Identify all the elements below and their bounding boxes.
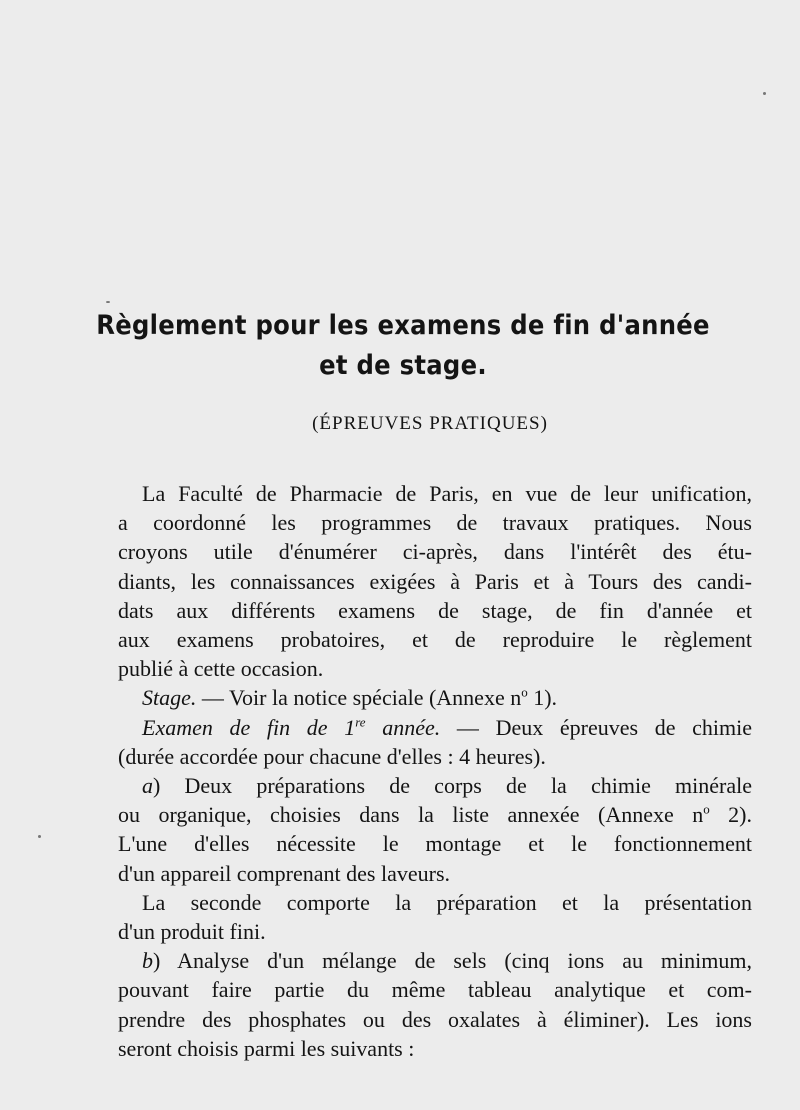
examen-label-sup: re	[355, 714, 366, 730]
a-marker: a	[142, 773, 153, 799]
a-line-1	[118, 771, 752, 800]
b-line-4: seront choisis parmi les suivants :	[118, 1035, 415, 1061]
b-line-2: pouvant faire partie du même tableau analytique et com-	[118, 977, 752, 1003]
a-line-2-text: ou organique, choisies dans la liste annexée (Annexe n	[118, 802, 704, 828]
seconde-line-1: La seconde comporte la préparation et la présentation	[142, 889, 752, 915]
stage-paragraph	[118, 683, 752, 712]
intro-line-2: a coordonné les programmes de travaux pratiques. Nous	[118, 510, 752, 536]
print-speck	[38, 835, 41, 838]
page-subtitle	[0, 413, 800, 435]
seconde-line-2: d'un produit fini.	[118, 919, 266, 945]
examen-label-a: Examen de fin de 1	[142, 714, 356, 740]
b-text: ) Analyse d'un mélange de sels (cinq ions au minimum,	[153, 948, 752, 974]
page-title-line-2: et de stage.	[319, 350, 487, 381]
a-line-3: L'une d'elles nécessite le montage et le fonctionnement	[118, 831, 752, 857]
intro-line-3: croyons utile d'énumérer ci-après, dans l'intérêt des étu-	[118, 539, 752, 565]
a-line-4: d'un appareil comprenant des laveurs.	[118, 860, 451, 886]
stage-sup: o	[521, 685, 528, 701]
intro-line-5: dats aux différents examens de stage, de fin d'année et	[118, 597, 752, 623]
stage-text-end: 1).	[527, 685, 558, 711]
b-marker: b	[142, 948, 153, 974]
stage-label: Stage.	[142, 685, 197, 711]
examen-label-b: année.	[365, 714, 441, 740]
intro-line-1: La Faculté de Pharmacie de Paris, en vue de leur unification,	[142, 481, 752, 506]
a-line-2	[118, 800, 752, 829]
examen-line-1	[118, 713, 752, 742]
b-line-3: prendre des phosphates ou des oxalates à éliminer). Les ions	[118, 1006, 752, 1032]
stage-text: — Voir la notice spéciale (Annexe n	[196, 685, 522, 711]
a-line-2-sup: o	[703, 801, 710, 817]
body-text	[118, 479, 752, 1063]
print-speck	[106, 301, 110, 303]
a-text: ) Deux préparations de corps de la chimie minérale	[153, 773, 752, 799]
intro-line-4: diants, les connaissances exigées à Paris et à Tours des candi-	[118, 568, 752, 594]
print-speck	[763, 92, 766, 95]
a-line-2-end: 2).	[709, 802, 752, 828]
page-title-line-1: Règlement pour les examens de fin d'année	[96, 310, 710, 341]
intro-line-7: publié à cette occasion.	[118, 656, 324, 682]
examen-line-2: (durée accordée pour chacune d'elles : 4 heures).	[118, 743, 546, 769]
b-line-1	[118, 946, 752, 975]
subtitle-text: (ÉPREUVES PRATIQUES)	[312, 413, 548, 434]
examen-text: — Deux épreuves de chimie	[440, 714, 753, 740]
intro-line-6: aux examens probatoires, et de reproduire le règlement	[118, 627, 752, 653]
